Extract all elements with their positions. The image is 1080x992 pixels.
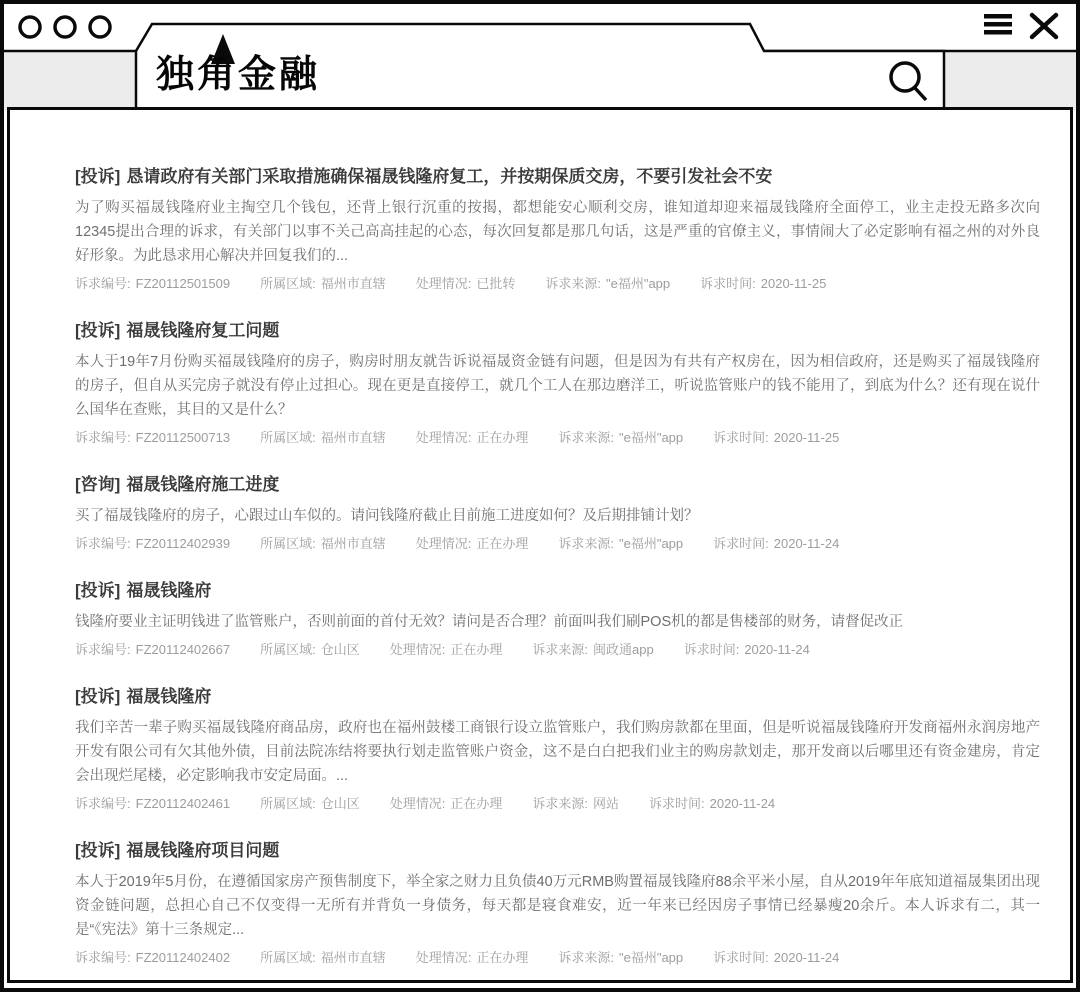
menu-icon[interactable] [984,14,1012,35]
meta-status: 处理情况: 正在办理 [415,950,529,965]
meta-region-value: 福州市直辖 [320,276,386,291]
complaint-item [75,580,1040,659]
window-control-circle[interactable] [90,17,110,37]
meta-status-value: 正在办理 [450,796,503,811]
meta-source: 诉求来源: "e福州"app [558,430,684,445]
meta-region-value: 福州市直辖 [320,430,386,445]
meta-region: 所属区域: 福州市直辖 [260,950,386,965]
complaint-title[interactable] [75,686,1040,707]
meta-id-value: FZ20112501509 [135,276,231,291]
meta-time-value: 2020-11-24 [773,536,840,551]
meta-region-value: 福州市直辖 [320,536,386,551]
meta-time: 诉求时间: 2020-11-24 [713,950,840,965]
complaint-tag: [投诉] [75,321,121,340]
complaint-tag: [投诉] [75,167,121,186]
meta-status-value: 正在办理 [476,950,529,965]
complaint-item [75,474,1040,553]
meta-region-value: 福州市直辖 [320,950,386,965]
complaint-body: 我们辛苦一辈子购买福晟钱隆府商品房，政府也在福州鼓楼工商银行设立监管账户，我们购房款都在里面，但是听说福晟钱隆府开发商福州永润房地产开发有限公司有欠其他外债，目前法院冻结将要执行划走监管账户资金，这不是白白把我们业主的购房款划走，那开发商以后哪里还有资金建房，肯定会出现烂尾楼，必定影响我市安定局面。... [75,720,1040,784]
meta-status-value: 正在办理 [476,536,529,551]
meta-status-value: 已批转 [476,276,516,291]
meta-region-value: 仓山区 [320,796,360,811]
meta-id: 诉求编号: FZ20112402402 [75,950,231,965]
meta-time-value: 2020-11-24 [709,796,776,811]
meta-id: 诉求编号: FZ20112402939 [75,536,231,551]
meta-region: 所属区域: 仓山区 [260,642,360,657]
meta-source-value: "e福州"app [605,276,671,291]
meta-time-value: 2020-11-25 [760,276,827,291]
complaint-item [75,320,1040,447]
meta-id: 诉求编号: FZ20112402461 [75,796,231,811]
meta-time: 诉求时间: 2020-11-24 [649,796,776,811]
complaint-item [75,840,1040,967]
complaint-title[interactable] [75,474,1040,495]
meta-source: 诉求来源: "e福州"app [558,950,684,965]
meta-region-value: 仓山区 [320,642,360,657]
header-strip-left [4,51,136,110]
meta-id-value: FZ20112402667 [135,642,231,657]
meta-status: 处理情况: 正在办理 [389,796,503,811]
logo[interactable]: 独角金融 [156,54,321,96]
complaint-body: 钱隆府要业主证明钱进了监管账户，否则前面的首付无效？请问是否合理？前面叫我们刷POS机的都是售楼部的财务，请督促改正 [75,614,904,630]
complaint-tag: [投诉] [75,581,121,600]
content-area [7,107,1073,983]
close-icon[interactable] [1032,15,1056,37]
complaint-body: 本人于19年7月份购买福晟钱隆府的房子，购房时朋友就告诉说福晟资金链有问题，但是因为有共有产权房在，因为相信政府，还是购买了福晟钱隆府的房子，但自从买完房子就没有停止过担心。现在更是直接停工，就几个工人在那边磨洋工，听说监管账户的钱不能用了，到底为什么？还有现在说什么国华在查账，其目的又是什么？ [75,354,1040,418]
meta-id-value: FZ20112402461 [135,796,231,811]
complaint-title[interactable] [75,166,1040,187]
meta-id: 诉求编号: FZ20112402667 [75,642,231,657]
meta-id: 诉求编号: FZ20112501509 [75,276,231,291]
complaint-title-text: 福晟钱隆府 [126,687,212,706]
window-controls[interactable] [20,17,110,37]
meta-id-value: FZ20112402939 [135,536,231,551]
complaint-title-text: 福晟钱隆府项目问题 [126,841,280,860]
complaint-title-text: 福晟钱隆府施工进度 [126,475,280,494]
meta-source-value: "e福州"app [618,950,684,965]
complaint-title[interactable] [75,320,1040,341]
complaint-tag: [投诉] [75,687,121,706]
complaint-title-text: 福晟钱隆府 [126,581,212,600]
complaint-item [75,166,1040,293]
complaint-body: 为了购买福晟钱隆府业主掏空几个钱包，还背上银行沉重的按揭，都想能安心顺利交房，谁知道却迎来福晟钱隆府全面停工，业主走投无路多次向12345提出合理的诉求，有关部门以事不关己高高挂起的心态，每次回复都是那几句话，这是严重的官僚主义，事情闹大了必定影响有福之州的对外良好形象。为此恳求用心解决并回复我们的... [75,200,1040,264]
meta-id-value: FZ20112500713 [135,430,231,445]
meta-time-value: 2020-11-25 [773,430,840,445]
meta-time: 诉求时间: 2020-11-24 [683,642,810,657]
complaint-item [75,686,1040,813]
meta-source: 诉求来源: "e福州"app [545,276,671,291]
meta-source-value: 网站 [592,796,619,811]
meta-source-value: "e福州"app [618,430,684,445]
complaint-body: 买了福晟钱隆府的房子，心跟过山车似的。请问钱隆府截止目前施工进度如何？及后期排铺计划？ [75,508,699,524]
meta-source: 诉求来源: 网站 [532,796,619,811]
meta-source-value: 闽政通app [592,642,654,657]
meta-region: 所属区域: 仓山区 [260,796,360,811]
meta-region: 所属区域: 福州市直辖 [260,536,386,551]
complaint-title-text: 福晟钱隆府复工问题 [126,321,280,340]
meta-region: 所属区域: 福州市直辖 [260,430,386,445]
complaint-meta [75,949,1040,967]
complaint-body: 本人于2019年5月份，在遵循国家房产预售制度下，举全家之财力且负债40万元RMB购置福晟钱隆府88余平米小屋，自从2019年年底知道福晟集团出现资金链问题，总担心自己不仅变得一无所有并背负一身债务，每天都是寝食难安，近一年来已经因房子事情已经暴瘦20余斤。本人诉求有二，其一是“《宪法》第十三条规定... [75,874,1040,938]
meta-region: 所属区域: 福州市直辖 [260,276,386,291]
window-control-circle[interactable] [20,17,40,37]
complaint-meta [75,275,1040,293]
complaint-tag: [投诉] [75,841,121,860]
complaint-meta [75,641,1040,659]
meta-time: 诉求时间: 2020-11-25 [700,276,827,291]
complaint-meta [75,535,1040,553]
meta-time: 诉求时间: 2020-11-24 [713,536,840,551]
complaint-meta [75,795,1040,813]
meta-source: 诉求来源: "e福州"app [558,536,684,551]
complaint-list [10,110,1070,967]
meta-source-value: "e福州"app [618,536,684,551]
meta-source: 诉求来源: 闽政通app [532,642,654,657]
meta-status: 处理情况: 正在办理 [389,642,503,657]
complaint-title-text: 恳请政府有关部门采取措施确保福晟钱隆府复工，并按期保质交房，不要引发社会不安 [126,167,773,186]
meta-id-value: FZ20112402402 [135,950,231,965]
meta-status-value: 正在办理 [476,430,529,445]
complaint-meta [75,429,1040,447]
meta-time-value: 2020-11-24 [773,950,840,965]
window-control-circle[interactable] [55,17,75,37]
meta-status: 处理情况: 正在办理 [415,430,529,445]
header-strip-right [944,51,1076,110]
meta-status: 处理情况: 已批转 [415,276,516,291]
complaint-title[interactable] [75,580,1040,601]
meta-time: 诉求时间: 2020-11-25 [713,430,840,445]
meta-id: 诉求编号: FZ20112500713 [75,430,231,445]
complaint-title[interactable] [75,840,1040,861]
meta-time-value: 2020-11-24 [744,642,810,657]
meta-status-value: 正在办理 [450,642,503,657]
meta-status: 处理情况: 正在办理 [415,536,529,551]
complaint-tag: [咨询] [75,475,121,494]
